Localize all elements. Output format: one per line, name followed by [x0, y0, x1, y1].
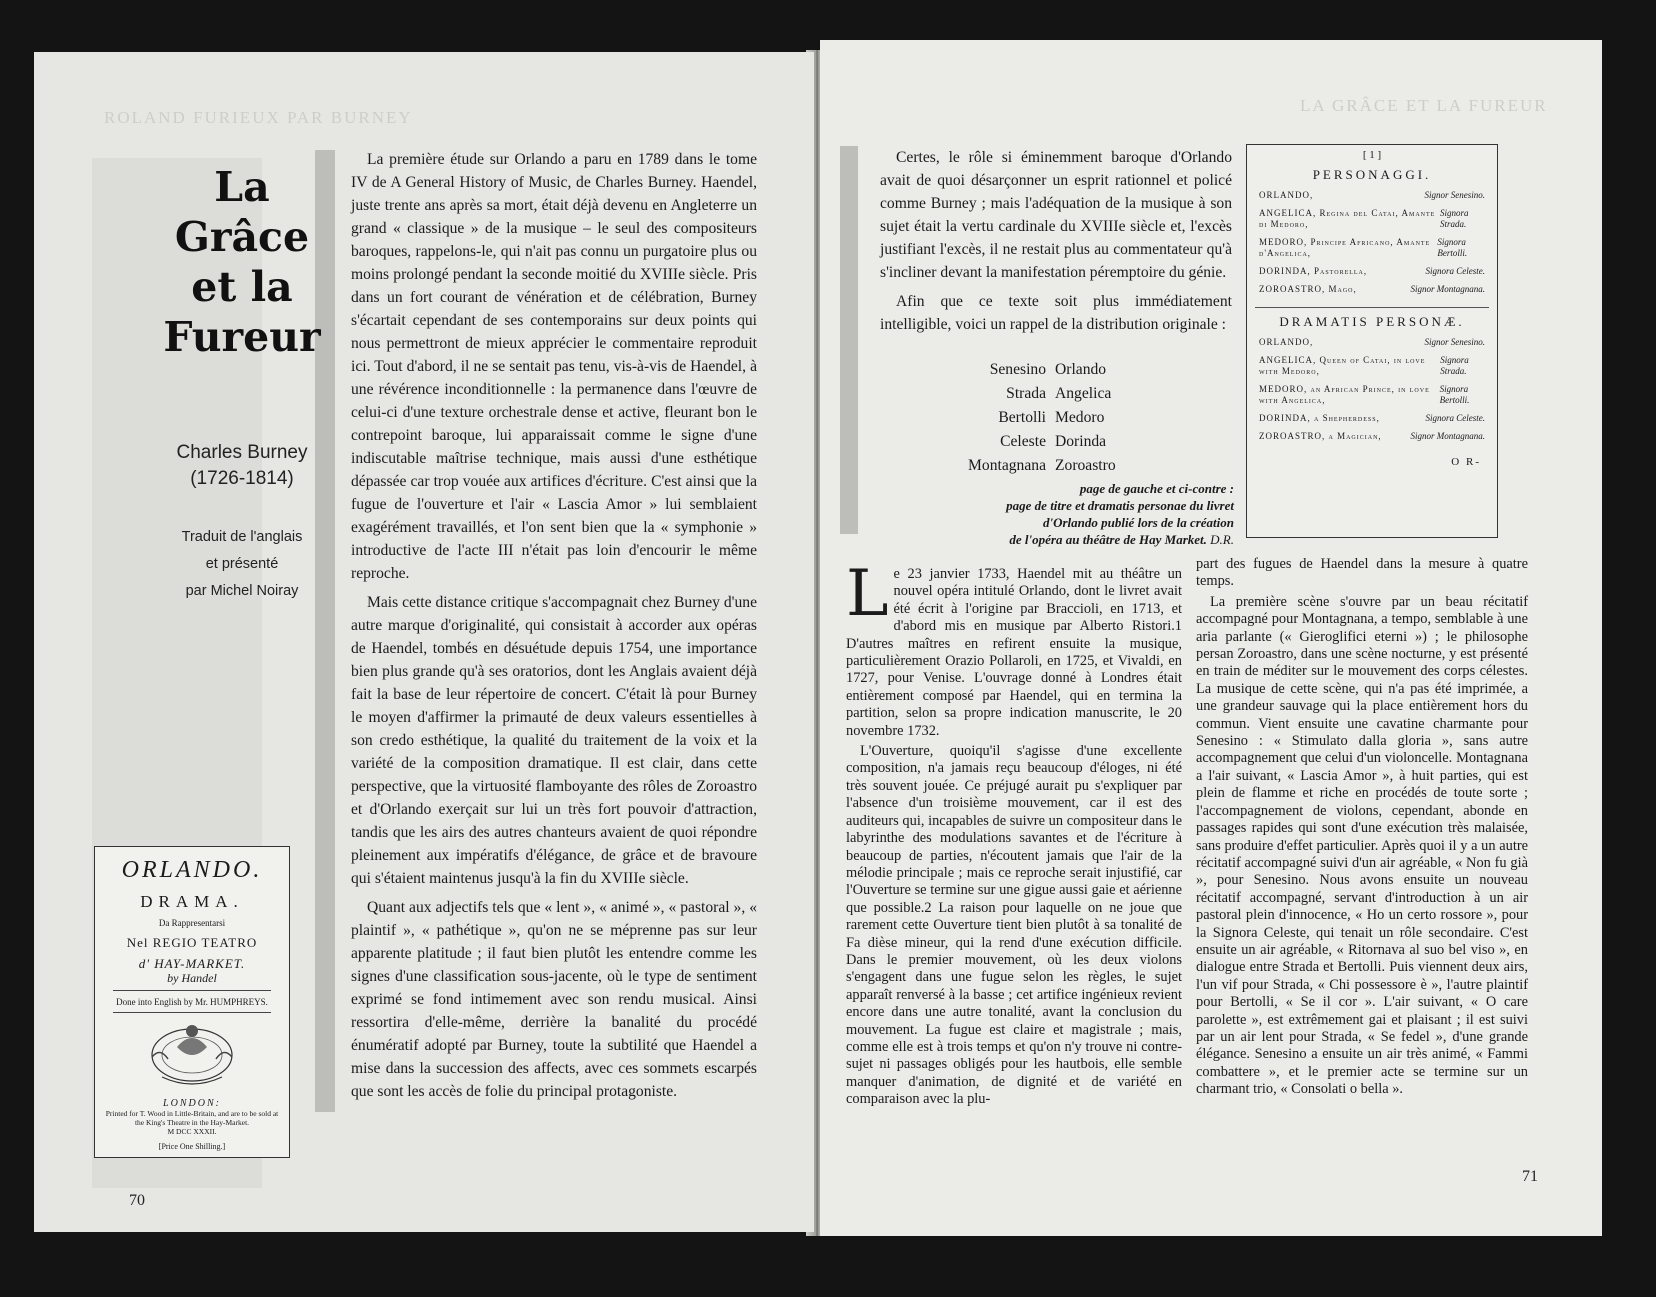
article-title	[122, 162, 362, 362]
caption-credit: D.R.	[1210, 532, 1234, 547]
cast-role: Medoro	[1055, 409, 1105, 426]
author-block	[122, 440, 362, 492]
author-dates: (1726-1814)	[190, 468, 294, 489]
cast-row	[943, 406, 1116, 430]
body-paragraph: Mais cette distance critique s'accompagnait chez Burney d'une autre marque d'originalité, qui consistait à accorder aux opéras de Haendel, tombés en désuétude depuis 1754, une importance bien plus grande qu'à ses oratorios, dont les Anglais avaient déjà fait la base de leur répertoire de concert. C'était là pour Burney le moyen d'affirmer la primauté de deux valeurs essentielles à son credo esthétique, la qualité du traitement de la voix et la variété de la composition dramatique. Il est clair, dans cette perspective, que la virtuosité flamboyante des rôles de Zoroastro et d'Orlando exerçait sur lui un très fort pouvoir d'attraction, tandis que les airs des autres chanteurs avaient de quoi répondre pleinement aux impératifs d'élégance, de grâce et de bravoure qui s'étaient maintenus jusqu'à la fin du XVIIIe siècle.	[351, 594, 757, 887]
perso-row: ORLANDO, Signor Senesino.	[1259, 190, 1485, 200]
left-page	[34, 52, 814, 1232]
title-line: La	[214, 163, 270, 211]
perso-row: MEDORO, an African Prince, in love with Angelica, Signora Bertolli.	[1259, 384, 1470, 405]
title-line: Fureur	[163, 313, 321, 361]
perso-catchword: O R-	[1451, 456, 1481, 468]
cast-role: Angelica	[1055, 385, 1112, 402]
drop-cap: L	[846, 557, 889, 631]
perso-row: ANGELICA, Regina del Catai, Amante di Medoro, Signora Strada.	[1259, 208, 1469, 229]
perso-row: ZOROASTRO, a Magician, Signor Montagnana.	[1259, 431, 1485, 441]
tp-line: [Price One Shilling.]	[158, 1142, 226, 1151]
cast-row	[943, 454, 1116, 478]
tp-drama: DRAMA.	[140, 892, 244, 911]
cast-role: Zoroastro	[1055, 457, 1116, 474]
running-head-ghost-left: ROLAND FURIEUX PAR BURNEY	[104, 108, 413, 127]
perso-heading: PERSONAGGI.	[1312, 167, 1432, 182]
cast-singer: Montagnana	[968, 457, 1046, 474]
perso-page-number: [ 1 ]	[1362, 149, 1382, 161]
body-paragraph: Afin que ce texte soit plus immédiatement intelligible, voici un rappel de la distribution originale :	[880, 293, 1232, 333]
tp-line: M DCC XXXII.	[167, 1127, 217, 1136]
tp-line: LONDON:	[163, 1098, 221, 1109]
caption-line: d'Orlando publié lors de la création	[1042, 515, 1234, 530]
perso-row: ZOROASTRO, Mago, Signor Montagnana.	[1259, 284, 1485, 294]
perso-heading-2: DRAMATIS PERSONÆ.	[1279, 314, 1465, 329]
cast-row	[943, 382, 1116, 406]
tp-line: by Handel	[167, 971, 217, 985]
right-grey-bar	[840, 146, 858, 534]
tp-line: d' HAY-MARKET.	[138, 956, 246, 971]
left-body-column	[351, 148, 757, 1103]
caption-line: page de gauche et ci-contre :	[1079, 481, 1234, 496]
tp-line: Done into English by Mr. HUMPHREYS.	[116, 997, 268, 1007]
right-column-2	[1196, 556, 1528, 1099]
tp-rule	[113, 990, 271, 991]
translation-line: et présenté	[205, 556, 279, 572]
perso-divider	[1255, 307, 1489, 308]
translation-line: par Michel Noiray	[185, 583, 299, 599]
cast-singer: Strada	[1006, 385, 1046, 402]
cast-singer: Celeste	[1000, 433, 1046, 450]
title-line: Grâce	[174, 213, 310, 261]
body-paragraph: L'Ouverture, quoiqu'il s'agisse d'une excellente composition, n'a jamais reçu beaucoup d'éloges, ni été très souvent jouée. Ce préjugé aurait pu s'expliquer par l'absence d'un troisième mouvement, car il est des auditeurs qui, incapables de suivre un compositeur dans le labyrinthe des modulations savantes et de l'écriture à beaucoup de parties, n'écoutent jamais que l'air de la mélodie principale ; mais ce reproche serait injustifié, car l'Ouverture se termine sur une gigue aussi gaie et aérienne que possible.2 La raison pour laquelle on ne joue que rarement cette Ouverture tient bien plutôt à sa tonalité de Fa dièse mineur, qui la rend d'une exécution difficile. Dans le premier mouvement, où les deux violons s'engagent dans une fugue selon les règles, le sujet apparaît renversé à la basse ; cet artifice ingénieux revient encore dans une autre tonalité, avant la conclusion du mouvement. La fugue est claire et magistrale ; mais, comme elle est à trois temps et qu'on n'y trouve ni contre-sujet ni passages obligés pour les hautbois, elle semble manquer d'animation, de dignité et de variété en comparaison avec la plu-	[846, 743, 1182, 1108]
cast-role: Dorinda	[1055, 433, 1107, 450]
cast-list	[943, 358, 1116, 478]
page-number-left: 70	[129, 1192, 145, 1209]
perso-row: DORINDA, a Shepherdess, Signora Celeste.	[1259, 413, 1485, 423]
perso-row: MEDORO, Principe Africano, Amante d'Angelica, Signora Bertolli.	[1259, 237, 1468, 258]
tp-line: Nel REGIO TEATRO	[126, 935, 258, 950]
perso-row: DORINDA, Pastorella, Signora Celeste.	[1259, 266, 1485, 276]
tp-title: ORLANDO.	[121, 857, 263, 883]
body-paragraph: Le 23 janvier 1733, Haendel mit au théâtre un nouvel opéra intitulé Orlando, dont le livret avait été écrit à l'origine par Braccioli, en 1713, et d'abord mis en musique par Alberto Ristori.1 D'autres maîtres en refirent ensuite la musique, particulièrement Orazio Pollaroli, en 1725, et Vivaldi, en 1727, pour Venise. L'ouvrage donné à Londres était entièrement composé par Haendel, qui en termina la partition, selon sa propre indication manuscrite, le 20 novembre 1732.	[846, 557, 1182, 739]
cast-row	[943, 358, 1116, 382]
running-head-ghost-right: LA GRÂCE ET LA FUREUR	[1300, 96, 1548, 115]
cast-singer: Bertolli	[998, 409, 1046, 426]
body-paragraph: La première étude sur Orlando a paru en 1789 dans le tome IV de A General History of Music, de Charles Burney. Haendel, juste trente ans après sa mort, était déjà devenu en Angleterre un grand « classique » de la musique – le seul des compositeurs baroques, rappelons-le, qui n'ait pas connu un purgatoire plus ou moins prolongé pendant la seconde moitié du XVIIIe siècle. Pris dans un fort courant de vénération et de célébration, Burney s'écartait cependant de ses contemporains sur deux points qui nous permettront de mieux apprécier le commentaire reproduit ici. Tout d'abord, il ne se sentait pas tenu, vis-à-vis de Haendel, à une révérence inconditionnelle : la permanence dans l'œuvre de celui-ci d'une texture orchestrale dense et active, fleurant bon le contrepoint baroque, lui apparaissait comme le signe d'une indiscutable maîtrise technique, mais aussi d'une esthétique dépassée car trop vouée aux artifices d'écriture. C'est ainsi que la fugue de l'ouverture et l'air « Lascia Amor » lui semblaient exagérément travaillés, et l'on sent bien que la « symphonie » introductive de l'acte III n'était pas loin d'encourir le même reproche.	[351, 151, 757, 582]
body-paragraph: La première scène s'ouvre par un beau récitatif accompagné pour Montagnana, a tempo, semblable à une aria parlante (« Gieroglifici eterni ») ; le philosophe persan Zoroastro, dans une scène nocturne, y est présenté en train de méditer sur le mouvement des corps célestes. La musique de cette scène, qui n'a pas été imprimée, a une grandeur sauvage qui la place entièrement hors du commun. Vient ensuite une cavatine charmante pour Senesino : « Stimulato dalla gloria », sans autre accompagnement que celui d'un violoncelle. Montagnana a l'air suivant, « Lascia Amor », à huit parties, qui est plein de flamme et riche en procédés de toute sorte ; l'accompagnement de violons, cependant, abonde en passages rapides qui sont d'une exécution très malaisée, sans produire d'effet particulier. Après quoi il y a un autre récitatif accompagné suivi d'un air agréable, « Non fu già », pour Senesino. Nous avons ensuite un nouveau récitatif accompagné, servant d'introduction à un air pastoral plein d'innocence, « Ho un certo rossore », pour la Signora Celeste, qui tenait un rôle secondaire. C'est ensuite un air agréable, « Ritornava al suo bel viso », en dialogue entre Strada et Bertolli. Puis viennent deux airs, l'un vif pour Strada, « Chi possessore è », l'autre plaintif pour Bertolli, « Se il cor ». L'air suivant, « O care parolette », est extrêmement gai et plaisant ; il est suivi par un air lent pour Strada, « Se fedel », d'une grande élégance. Senesino a ensuite un air très animé, « Fammi combattere », et le premier acte se termine sur un charmant trio, « Consolati o bella ».	[1196, 593, 1528, 1098]
title-line: et la	[191, 263, 293, 311]
personaggi-image	[1246, 144, 1498, 538]
perso-row: ANGELICA, Queen of Catai, in love with Medoro, Signora Strada.	[1259, 355, 1469, 376]
right-intro-column	[880, 146, 1232, 336]
image-caption	[960, 480, 1234, 548]
translation-line: Traduit de l'anglais	[181, 529, 303, 545]
libretto-title-page-image	[94, 846, 290, 1158]
caption-line: de l'opéra au théâtre de Hay Market. D.R.	[1009, 532, 1234, 547]
body-paragraph: Quant aux adjectifs tels que « lent », « animé », « pastoral », « plaintif », « pathétique », qu'on ne se méprenne pas sur leur apparente platitude ; il faut bien plutôt les entendre comme les signes d'une classification sous-jacente, où le type de sentiment exprimé se fond intimement avec son rendu musical. Ainsi ressortira d'elle-même, derrière la banalité du procédé énumératif adopté par Burney, toute la subtilité que Haendel a mise dans la succession des affects, avec ces sommets escarpés que sont les accès de folie du principal protagoniste.	[351, 899, 757, 1100]
engraved-emblem-icon	[132, 1017, 252, 1091]
perso-row: ORLANDO, Signor Senesino.	[1259, 337, 1485, 347]
tp-line: Da Rappresentarsi	[158, 918, 226, 928]
cast-row	[943, 430, 1116, 454]
cast-role: Orlando	[1055, 361, 1107, 378]
cast-singer: Senesino	[989, 361, 1046, 378]
page-number-right: 71	[1522, 1168, 1538, 1185]
tp-rule	[113, 1012, 271, 1013]
body-paragraph: Certes, le rôle si éminemment baroque d'Orlando avait de quoi désarçonner un esprit rationnel et policé comme Burney ; mais l'adéquation de la musique à son sujet était la vertu cardinale du XVIIIe siècle et, l'excès justifiant l'excès, il ne restait plus au commentateur qu'à s'incliner devant la manifestation péremptoire du génie.	[880, 149, 1232, 281]
right-column-1	[846, 557, 1182, 1109]
author-name: Charles Burney	[176, 442, 308, 463]
caption-line: page de titre et dramatis personae du livret	[1006, 498, 1234, 513]
tp-line: Printed for T. Wood in Little-Britain, and are to be sold at the King's Theatre in the Hay-Market.	[105, 1109, 279, 1127]
body-paragraph: part des fugues de Haendel dans la mesure à quatre temps.	[1196, 556, 1528, 590]
translation-credit	[122, 524, 362, 605]
